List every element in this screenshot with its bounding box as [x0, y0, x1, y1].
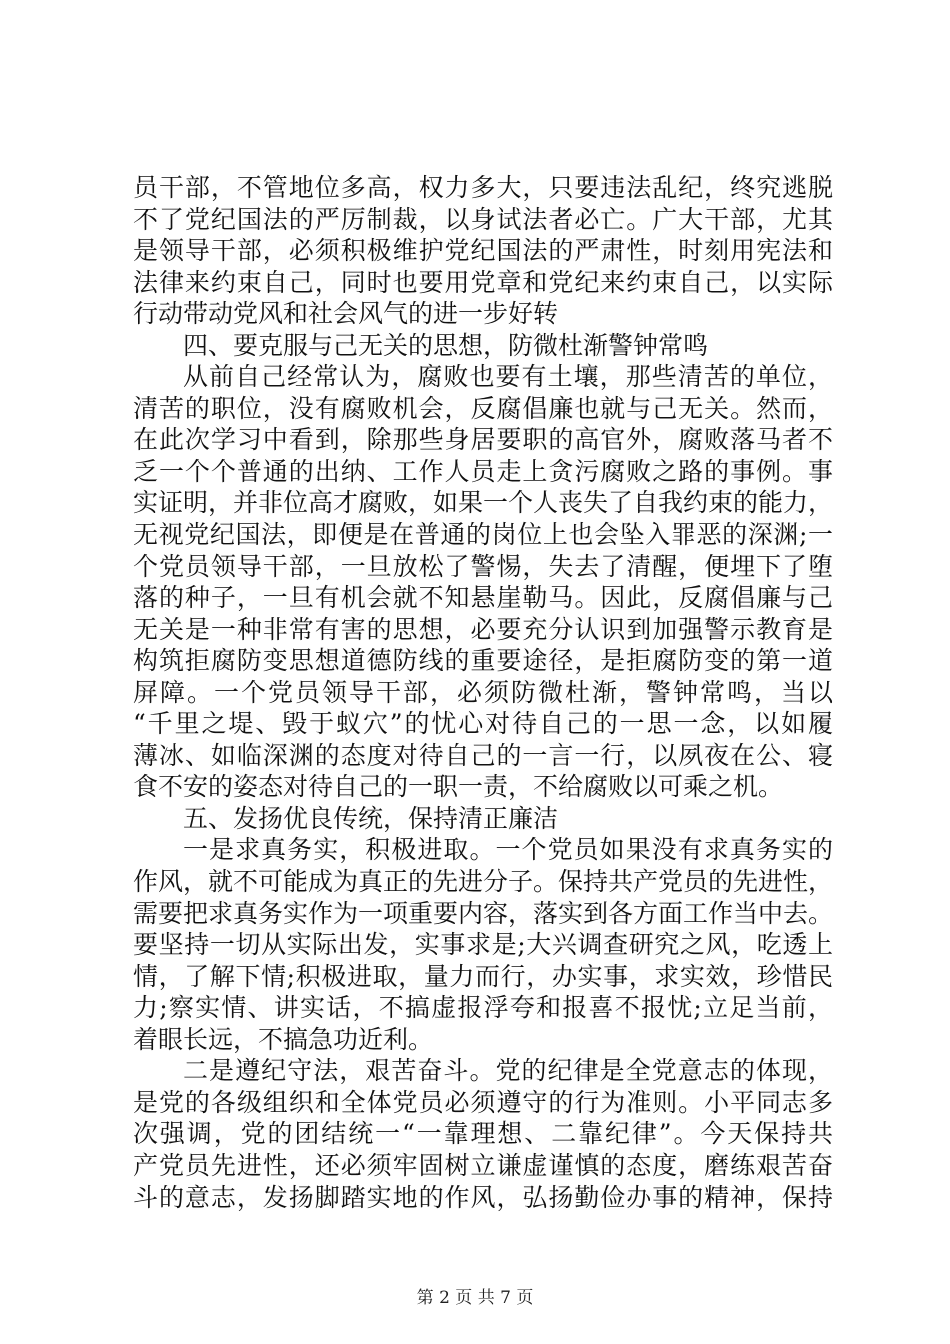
text-line: 斗的意志，发扬脚踏实地的作风，弘扬勤俭办事的精神，保持 [133, 1182, 833, 1212]
page-number-footer: 第 2 页 共 7 页 [416, 1288, 534, 1308]
text-line: 构筑拒腐防变思想道德防线的重要途径，是拒腐防变的第一道 [133, 646, 833, 676]
text-line: 落的种子，一旦有机会就不知悬崖勒马。因此，反腐倡廉与己 [133, 583, 833, 613]
text-line: 一是求真务实，积极进取。一个党员如果没有求真务实的 [183, 835, 833, 865]
text-line: 四、要克服与己无关的思想，防微杜渐警钟常鸣 [183, 330, 709, 360]
text-line: 情，了解下情;积极进取，量力而行，办实事，求实效，珍惜民 [133, 961, 833, 991]
text-line: 从前自己经常认为，腐败也要有土壤，那些清苦的单位， [183, 362, 833, 392]
text-line: 员干部，不管地位多高，权力多大，只要违法乱纪，终究逃脱 [133, 173, 833, 202]
text-line: 乏一个个普通的出纳、工作人员走上贪污腐败之路的事例。事 [133, 456, 833, 486]
text-line: 法律来约束自己，同时也要用党章和党纪来约束自己，以实际 [133, 267, 833, 297]
text-line: 屏障。一个党员领导干部，必须防微杜渐，警钟常鸣，当以 [133, 677, 833, 707]
text-line: 力;察实情、讲实话，不搞虚报浮夸和报喜不报忧;立足当前， [133, 993, 833, 1023]
text-line: 二是遵纪守法，艰苦奋斗。党的纪律是全党意志的体现， [183, 1056, 833, 1086]
text-line: “千里之堤、毁于蚁穴”的忧心对待自己的一思一念，以如履 [133, 709, 833, 739]
text-line: 着眼长远，不搞急功近利。 [133, 1024, 434, 1054]
text-line: 产党员先进性，还必须牢固树立谦虚谨慎的态度，磨练艰苦奋 [133, 1150, 833, 1180]
text-line: 实证明，并非位高才腐败，如果一个人丧失了自我约束的能力， [133, 488, 834, 518]
text-line: 不了党纪国法的严厉制裁，以身试法者必亡。广大干部，尤其 [133, 204, 833, 234]
text-line: 是党的各级组织和全体党员必须遵守的行为准则。小平同志多 [133, 1087, 833, 1117]
text-line: 需要把求真务实作为一项重要内容，落实到各方面工作当中去。 [133, 898, 834, 928]
text-line: 清苦的职位，没有腐败机会，反腐倡廉也就与己无关。然而， [133, 393, 833, 423]
text-line: 行动带动党风和社会风气的进一步好转 [133, 299, 559, 329]
text-line: 无视党纪国法，即便是在普通的岗位上也会坠入罪恶的深渊;一 [133, 520, 833, 550]
text-line: 无关是一种非常有害的思想，必要充分认识到加强警示教育是 [133, 614, 833, 644]
text-line: 食不安的姿态对待自己的一职一责，不给腐败以可乘之机。 [133, 772, 784, 802]
text-line: 要坚持一切从实际出发，实事求是;大兴调查研究之风，吃透上 [133, 930, 833, 960]
text-line: 在此次学习中看到，除那些身居要职的高官外，腐败落马者不 [133, 425, 833, 455]
text-line: 薄冰、如临深渊的态度对待自己的一言一行，以夙夜在公、寝 [133, 740, 833, 770]
text-line: 作风，就不可能成为真正的先进分子。保持共产党员的先进性， [133, 867, 834, 897]
document-body [133, 172, 833, 1213]
text-line: 是领导干部，必须积极维护党纪国法的严肃性，时刻用宪法和 [133, 236, 833, 266]
text-line: 个党员领导干部，一旦放松了警惕，失去了清醒，便埋下了堕 [133, 551, 833, 581]
text-line: 五、发扬优良传统，保持清正廉洁 [183, 803, 559, 833]
text-line: 次强调，党的团结统一“一靠理想、二靠纪律”。今天保持共 [133, 1119, 833, 1149]
